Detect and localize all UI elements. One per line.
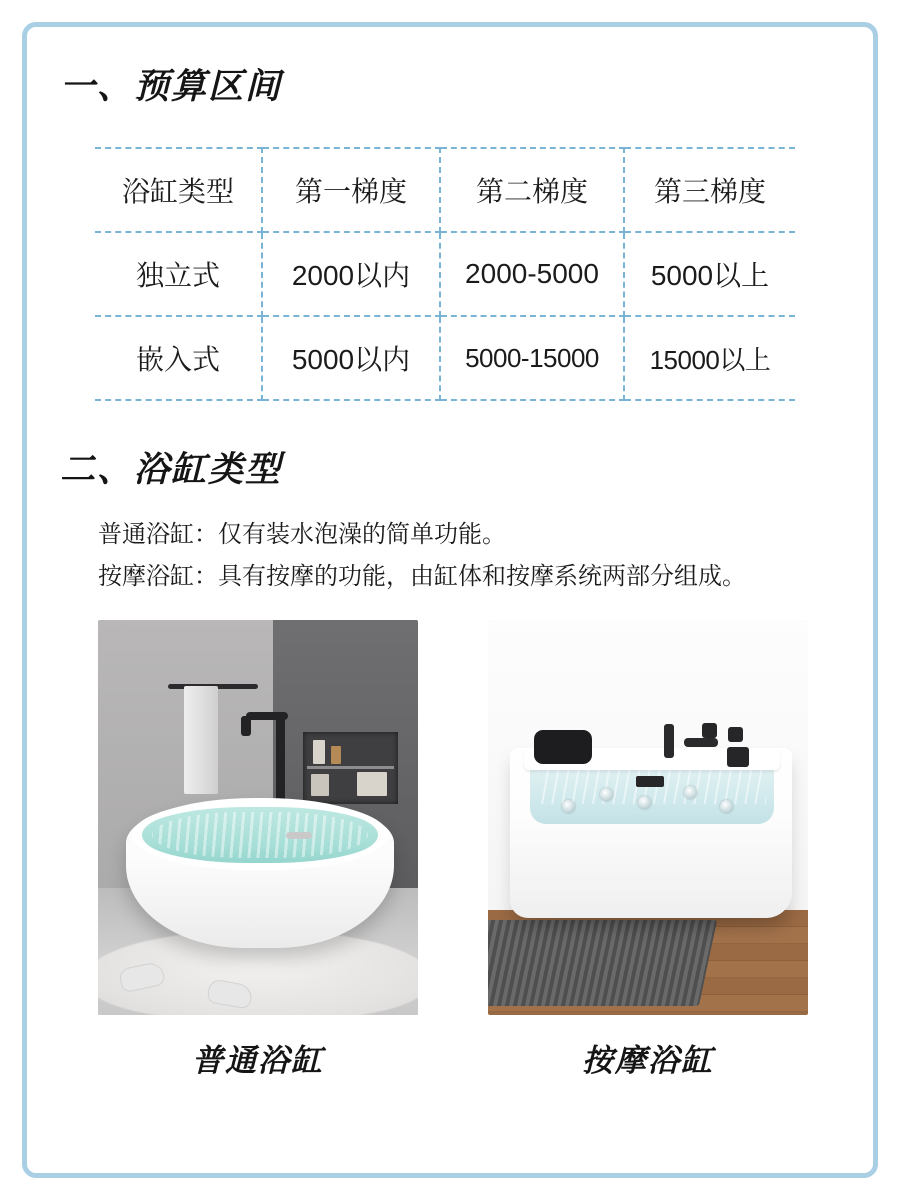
niche-shelf xyxy=(307,766,394,769)
type-description-massage: 按摩浴缸：具有按摩的功能，由缸体和按摩系统两部分组成。 xyxy=(98,563,746,590)
table-cell: 15000以上 xyxy=(624,316,795,400)
table-cell: 5000以上 xyxy=(624,232,795,316)
section-heading-types xyxy=(60,450,850,490)
ordinary-bathtub-illustration xyxy=(98,620,418,1015)
massage-jet xyxy=(684,786,697,799)
niche-bottle xyxy=(313,740,325,764)
table-row xyxy=(95,316,795,400)
control-panel xyxy=(636,776,664,787)
floor-mat xyxy=(488,920,717,1006)
photo-block-ordinary xyxy=(98,620,418,1080)
table-cell: 5000以内 xyxy=(262,316,440,400)
hanging-towel xyxy=(184,686,218,794)
faucet-knob xyxy=(728,727,743,742)
page-content xyxy=(60,67,850,1080)
faucet-head xyxy=(241,716,251,736)
section-title-budget: 预算区间 xyxy=(134,67,283,107)
photo-caption-ordinary: 普通浴缸 xyxy=(192,1043,324,1079)
table-cell: 嵌入式 xyxy=(95,316,262,400)
section-title-types: 浴缸类型 xyxy=(134,450,283,490)
faucet-handle xyxy=(727,747,749,767)
table-cell: 2000以内 xyxy=(262,232,440,316)
table-row xyxy=(95,232,795,316)
table-header-cell: 浴缸类型 xyxy=(95,148,262,232)
tub-overflow-handle xyxy=(286,832,312,839)
massage-jet xyxy=(600,788,613,801)
budget-table-wrapper xyxy=(95,147,795,401)
niche-box xyxy=(311,774,329,796)
photo-ordinary-bathtub xyxy=(98,620,418,1015)
photo-block-massage xyxy=(488,620,808,1080)
table-cell: 5000-15000 xyxy=(440,316,624,400)
photo-gallery xyxy=(98,620,850,1080)
niche-bottle xyxy=(331,746,341,764)
photo-massage-bathtub xyxy=(488,620,808,1015)
massage-jet xyxy=(720,800,733,813)
niche-towels xyxy=(357,772,387,796)
table-header-row xyxy=(95,148,795,232)
table-header-cell: 第一梯度 xyxy=(262,148,440,232)
wall-niche xyxy=(303,732,398,804)
massage-jet xyxy=(562,800,575,813)
faucet-arm xyxy=(246,712,288,720)
section-number-types: 二、 xyxy=(60,450,135,490)
section-heading-budget xyxy=(60,67,850,107)
tub-rim xyxy=(132,800,388,870)
tub-headrest-pillow xyxy=(534,730,592,764)
tub-faucet xyxy=(664,724,674,758)
tub-spout xyxy=(684,738,718,747)
table-header-cell: 第二梯度 xyxy=(440,148,624,232)
section-number-budget: 一、 xyxy=(60,67,135,107)
massage-bathtub-illustration xyxy=(488,620,808,1015)
type-description-list xyxy=(98,514,850,598)
massage-jet xyxy=(638,796,651,809)
type-description-ordinary: 普通浴缸：仅有装水泡澡的简单功能。 xyxy=(98,521,506,548)
photo-caption-massage: 按摩浴缸 xyxy=(582,1043,714,1079)
table-header-cell: 第三梯度 xyxy=(624,148,795,232)
faucet-knob xyxy=(702,723,717,738)
table-cell: 独立式 xyxy=(95,232,262,316)
budget-table xyxy=(95,147,795,401)
table-cell: 2000-5000 xyxy=(440,232,624,316)
